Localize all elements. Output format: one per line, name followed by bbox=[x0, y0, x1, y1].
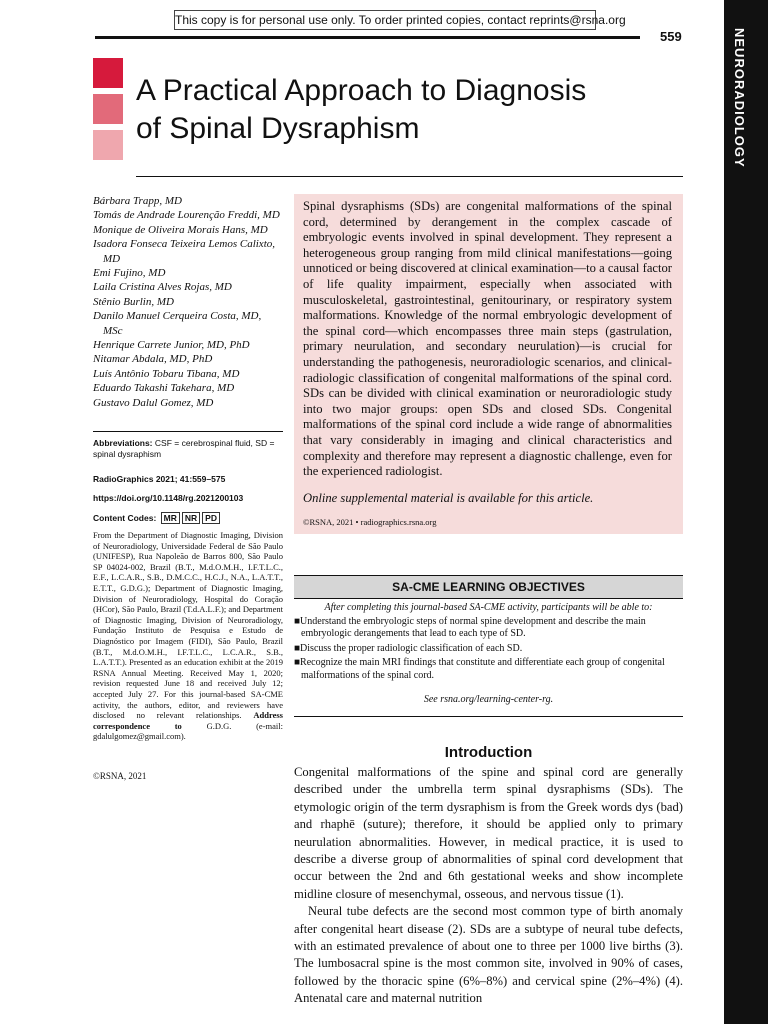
header-rule bbox=[95, 36, 640, 39]
title-rule bbox=[136, 176, 683, 177]
author-name: Stênio Burlin, MD bbox=[93, 295, 174, 308]
content-codes bbox=[93, 512, 283, 524]
author-name: Bárbara Trapp, MD bbox=[93, 195, 182, 207]
cme-objective: ■Understand the embryologic steps of normal spine development and describe the main embryologic derangements that lead to each type of SD. bbox=[294, 616, 646, 640]
cme-objective: ■Recognize the main MRI findings that constitute and differentiate each group of congenital malformations of the spinal cord. bbox=[294, 657, 665, 681]
cme-objective: ■Discuss the proper radiologic classification of each SD. bbox=[294, 642, 523, 654]
author-name: Eduardo Takashi Takehara, MD bbox=[93, 382, 235, 395]
introduction-heading: Introduction bbox=[444, 744, 533, 761]
decorative-square-dark bbox=[93, 58, 123, 88]
abbreviations-label: Abbreviations: bbox=[93, 438, 153, 448]
cme-intro: After completing this journal-based SA-CME activity, participants will be able to: bbox=[324, 602, 653, 613]
decorative-square-light bbox=[93, 130, 123, 160]
cme-link[interactable]: See rsna.org/learning-center-rg. bbox=[423, 694, 554, 705]
doi-link[interactable]: https://doi.org/10.1148/rg.2021200103 bbox=[93, 493, 244, 503]
content-codes-label: Content Codes: bbox=[93, 513, 157, 523]
cme-heading: SA-CME LEARNING OBJECTIVES bbox=[294, 575, 683, 599]
cme-rule bbox=[294, 716, 683, 717]
abstract-box bbox=[294, 194, 683, 534]
author-name: Henrique Carrete Junior, MD, PhD bbox=[93, 339, 250, 352]
code-badge: MR bbox=[161, 512, 180, 524]
title-line-2: of Spinal Dysraphism bbox=[136, 112, 420, 145]
left-copyright: ©RSNA, 2021 bbox=[93, 771, 147, 781]
correspondence-label: Address correspondence to bbox=[93, 710, 283, 731]
article-title bbox=[136, 72, 716, 148]
abstract-text: Spinal dysraphisms (SDs) are congenital malformations of the spinal cord, determined by derangement in the complex cascade of embryologic events involved in spinal development. They represent a heterogeneous group ranging from mild clinical manifestations—going unnoticed or being discovered at clinical examination—to a causal factor of life quality impairment, especially when associated with musculoskeletal, gastrointestinal, genitourinary, or respiratory system malformations. Knowledge of the normal embryologic development of the spinal cord—which encompasses three main steps (gastrulation, primary neurulation, and secondary neurulation)—is crucial for understanding the pathogenesis, neuroradiologic scenarios, and clinical-radiologic classification of congenital malformations of the spinal cord. SDs can be divided with clinical examination or neuroradiologic study into two major groups: open SDs and closed SDs. Congenital malformations of the spinal cord include a wide range of abnormalities that vary considerably in imaging and clinical characteristics and complexity and therefore may represent a diagnostic challenge, even for the experienced radiologist. bbox=[303, 199, 672, 479]
left-rule bbox=[93, 431, 283, 432]
author-name: Gustavo Dalul Gomez, MD bbox=[93, 396, 214, 409]
author-name: Isadora Fonseca Teixeira Lemos Calixto, MD bbox=[93, 238, 275, 265]
body-paragraph: Neural tube defects are the second most common type of birth anomaly after congenital heart disease (2). SDs are a subtype of neural tube defects, with an estimated prevalence of about one to three per 1000 live births (3). The lumbosacral spine is the most common site, involved in 90% of cases, followed by the thoracic spine (6%–8%) and cervical spine (2%–4%) (4). Antenatal care and maternal nutrition bbox=[294, 904, 683, 1006]
author-name: Luís Antônio Tobaru Tibana, MD bbox=[93, 367, 240, 380]
correspondence-text: G.D.G. (e-mail: gdalulgomez@gmail.com). bbox=[93, 720, 284, 742]
decorative-square-medium bbox=[93, 94, 123, 124]
section-sidebar bbox=[724, 0, 768, 1024]
section-label: NEURORADIOLOGY bbox=[732, 28, 747, 168]
introduction-body bbox=[294, 764, 683, 1008]
affiliation-body: From the Department of Diagnostic Imaging, Division of Neuroradiology, Universidade Federal de São Paulo (UNIFESP), Rua Napoleão de Barros 800, São Paulo SP 04024-002, Brazil (B.T., M.d.O.M.H., I.F.T.L.C., E.F., L.C.A.R., S.B., D.M.C.C., H.C.J., N.A., L.A.T.T., E.T.T., G.D.G.); Department of Diagnostic Imaging, Division of Neuroradiology, Hospital do Coração (HCor), São Paulo, Brazil (T.d.A.L.F.); and Department of Diagnostic Imaging, Division of Neuroradiology, Fundação Instituto de Pesquisa e Estudo de Diagnóstico por Imagem (FIDI), São Paulo, Brazil (B.T., M.d.O.M.H., I.F.T.L.C., L.C.A.R., S.B., L.A.T.T.). Presented as an education exhibit at the 2019 RSNA Annual Meeting. Received May 1, 2020; revision requested June 18 and received July 12; accepted July 27. For this journal-based SA-CME activity, the authors, editor, and reviewers have disclosed no relevant relationships. bbox=[93, 530, 283, 721]
author-name: Monique de Oliveira Morais Hans, MD bbox=[93, 223, 268, 236]
code-badge: PD bbox=[202, 512, 220, 524]
abstract-copyright: ©RSNA, 2021 • radiographics.rsna.org bbox=[303, 517, 437, 527]
author-name: Laila Cristina Alves Rojas, MD bbox=[93, 281, 232, 294]
abbreviations-text: CSF = cerebrospinal fluid, SD = spinal dysraphism bbox=[93, 438, 275, 459]
author-name: Danilo Manuel Cerqueira Costa, MD, MSc bbox=[93, 310, 262, 337]
title-line-1: A Practical Approach to Diagnosis bbox=[136, 74, 587, 107]
page-number: 559 bbox=[660, 29, 682, 44]
cme-objectives bbox=[294, 616, 683, 684]
abbreviations bbox=[93, 438, 283, 460]
copyright-notice: This copy is for personal use only. To order printed copies, contact reprints@rsna.org bbox=[174, 10, 596, 30]
affiliation-text bbox=[93, 530, 283, 742]
body-paragraph: Congenital malformations of the spine and spinal cord are generally described under the umbrella term spinal dysraphisms (SDs). The etymologic origin of the term dysraphism is from the Greek words dys (bad) and rhaphē (suture); therefore, it should be applied only to primary neurulation abnormalities. However, in medical practice, it is used to describe a diverse group of abnormalities of spinal cord development that occur between the 2nd and 6th gestational weeks and show incomplete midline closure of mesenchymal, osseous, and nervous tissue (1). bbox=[294, 765, 683, 901]
supplemental-note: Online supplemental material is available for this article. bbox=[303, 491, 594, 505]
author-list bbox=[93, 194, 283, 410]
code-badge: NR bbox=[182, 512, 200, 524]
author-name: Tomás de Andrade Lourenção Freddi, MD bbox=[93, 209, 280, 222]
citation: RadioGraphics 2021; 41:559–575 bbox=[93, 474, 226, 484]
author-name: Emi Fujino, MD bbox=[93, 267, 166, 280]
author-name: Nitamar Abdala, MD, PhD bbox=[93, 353, 213, 366]
